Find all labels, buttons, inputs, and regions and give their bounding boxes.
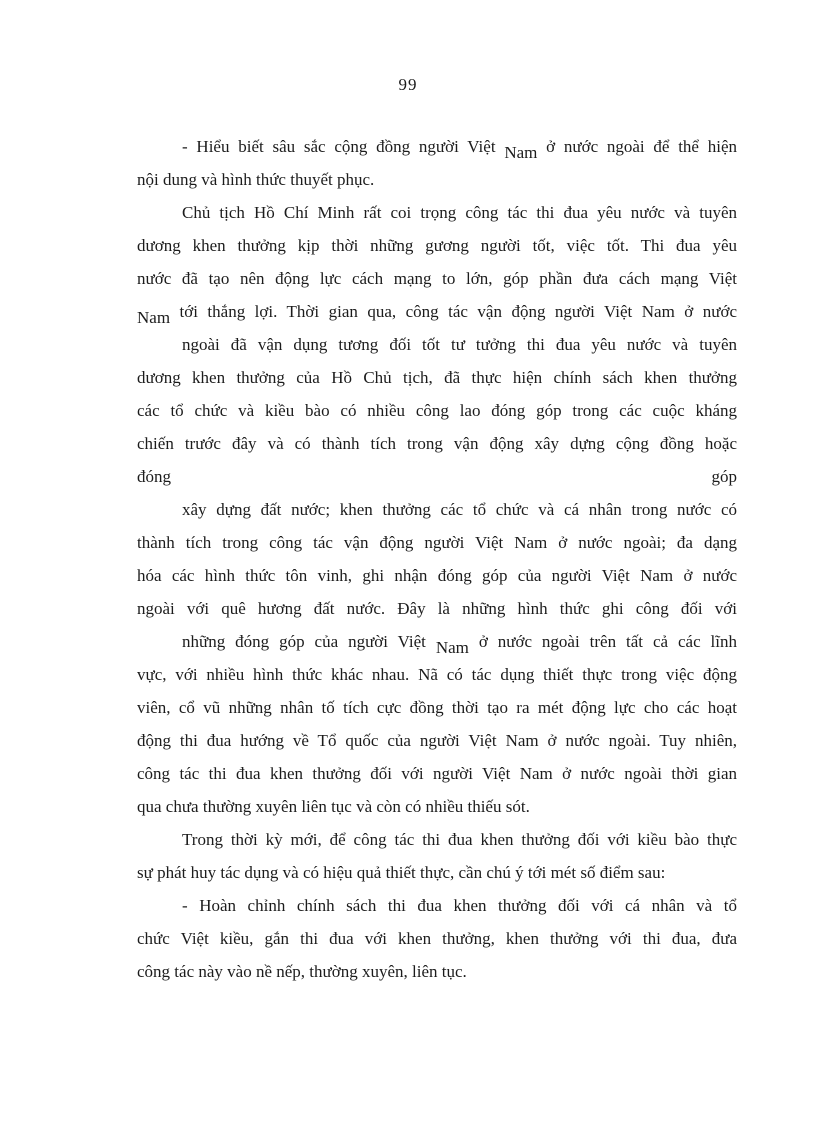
text-line <box>137 526 737 559</box>
text-segment: - Hiểu biết sâu sắc cộng đồng người Việt <box>182 137 505 156</box>
text-segment: ở nước ngoài trên tất cả các lĩnh <box>468 632 738 651</box>
text-segment: chức Việt kiều, gắn thi đua với khen thưởng, khen thưởng với thi đua, đưa <box>137 929 737 948</box>
text-line <box>137 229 737 262</box>
text-segment: hóa các hình thức tôn vinh, ghi nhận đóng góp của người Việt Nam ở nước <box>137 566 737 585</box>
text-segment: ở nước ngoài để thể hiện <box>537 137 737 156</box>
text-line <box>137 955 737 988</box>
text-line <box>137 823 737 856</box>
text-segment: nước đã tạo nên động lực cách mạng to lớn, góp phần đưa cách mạng Việt <box>137 269 737 288</box>
text-segment: Trong thời kỳ mới, để công tác thi đua khen thưởng đối với kiều bào thực <box>182 830 737 849</box>
text-segment: viên, cổ vũ những nhân tố tích cực đồng thời tạo ra mét động lực cho các hoạt <box>137 698 737 717</box>
text-line <box>137 493 737 526</box>
text-line <box>137 262 737 295</box>
lowered-text-segment: Nam <box>504 143 538 162</box>
text-segment: ngoài với quê hương đất nước. Đây là những hình thức ghi công đối với <box>137 599 737 618</box>
text-line <box>137 625 737 658</box>
text-line <box>137 130 737 163</box>
text-body <box>137 130 737 988</box>
text-segment: đóng <box>137 467 171 486</box>
text-line <box>137 757 737 790</box>
text-segment: góp <box>711 467 737 486</box>
text-line <box>137 295 737 328</box>
text-segment: Chủ tịch Hồ Chí Minh rất coi trọng công tác thi đua yêu nước và tuyên <box>182 203 737 222</box>
text-segment: động thi đua hướng về Tổ quốc của người Việt Nam ở nước ngoài. Tuy nhiên, <box>137 731 737 750</box>
text-segment: qua chưa thường xuyên liên tục và còn có nhiều thiếu sót. <box>137 797 530 816</box>
text-line <box>137 361 737 394</box>
text-line <box>137 427 737 460</box>
page-number: 99 <box>398 75 418 94</box>
text-line <box>137 856 737 889</box>
text-line <box>137 790 737 823</box>
text-segment: công tác thi đua khen thưởng đối với người Việt Nam ở nước ngoài thời gian <box>137 764 737 783</box>
lowered-text-segment: Nam <box>137 308 171 327</box>
text-segment: dương khen thưởng của Hồ Chủ tịch, đã thực hiện chính sách khen thưởng <box>137 368 737 387</box>
text-line <box>137 196 737 229</box>
text-segment: ngoài đã vận dụng tương đối tốt tư tưởng thi đua yêu nước và tuyên <box>182 335 737 354</box>
text-line <box>137 691 737 724</box>
text-line <box>137 328 737 361</box>
text-segment: dương khen thưởng kịp thời những gương người tốt, việc tốt. Thi đua yêu <box>137 236 737 255</box>
text-segment: thành tích trong công tác vận động người Việt Nam ở nước ngoài; đa dạng <box>137 533 737 552</box>
text-line <box>137 724 737 757</box>
text-segment: - Hoàn chỉnh chính sách thi đua khen thưởng đối với cá nhân và tổ <box>182 896 737 915</box>
lowered-text-segment: Nam <box>435 638 469 657</box>
text-line <box>137 163 737 196</box>
text-segment: tới thắng lợi. Thời gian qua, công tác vận động người Việt Nam ở nước <box>170 302 737 321</box>
text-segment: những đóng góp của người Việt <box>182 632 436 651</box>
text-segment: vực, với nhiều hình thức khác nhau. Nã có tác dụng thiết thực trong việc động <box>137 665 737 684</box>
text-segment: xây dựng đất nước; khen thưởng các tổ chức và cá nhân trong nước có <box>182 500 737 519</box>
text-segment: các tổ chức và kiều bào có nhiều công lao đóng góp trong các cuộc kháng <box>137 401 737 420</box>
text-line <box>137 889 737 922</box>
text-line <box>137 460 737 493</box>
text-line <box>137 658 737 691</box>
text-segment: sự phát huy tác dụng và có hiệu quả thiết thực, cần chú ý tới mét số điểm sau: <box>137 863 666 882</box>
text-line <box>137 922 737 955</box>
text-line <box>137 592 737 625</box>
text-line <box>137 559 737 592</box>
text-segment: nội dung và hình thức thuyết phục. <box>137 170 375 189</box>
text-line <box>137 394 737 427</box>
text-segment: công tác này vào nề nếp, thường xuyên, liên tục. <box>137 962 467 981</box>
text-segment: chiến trước đây và có thành tích trong vận động xây dựng cộng đồng hoặc <box>137 434 737 453</box>
